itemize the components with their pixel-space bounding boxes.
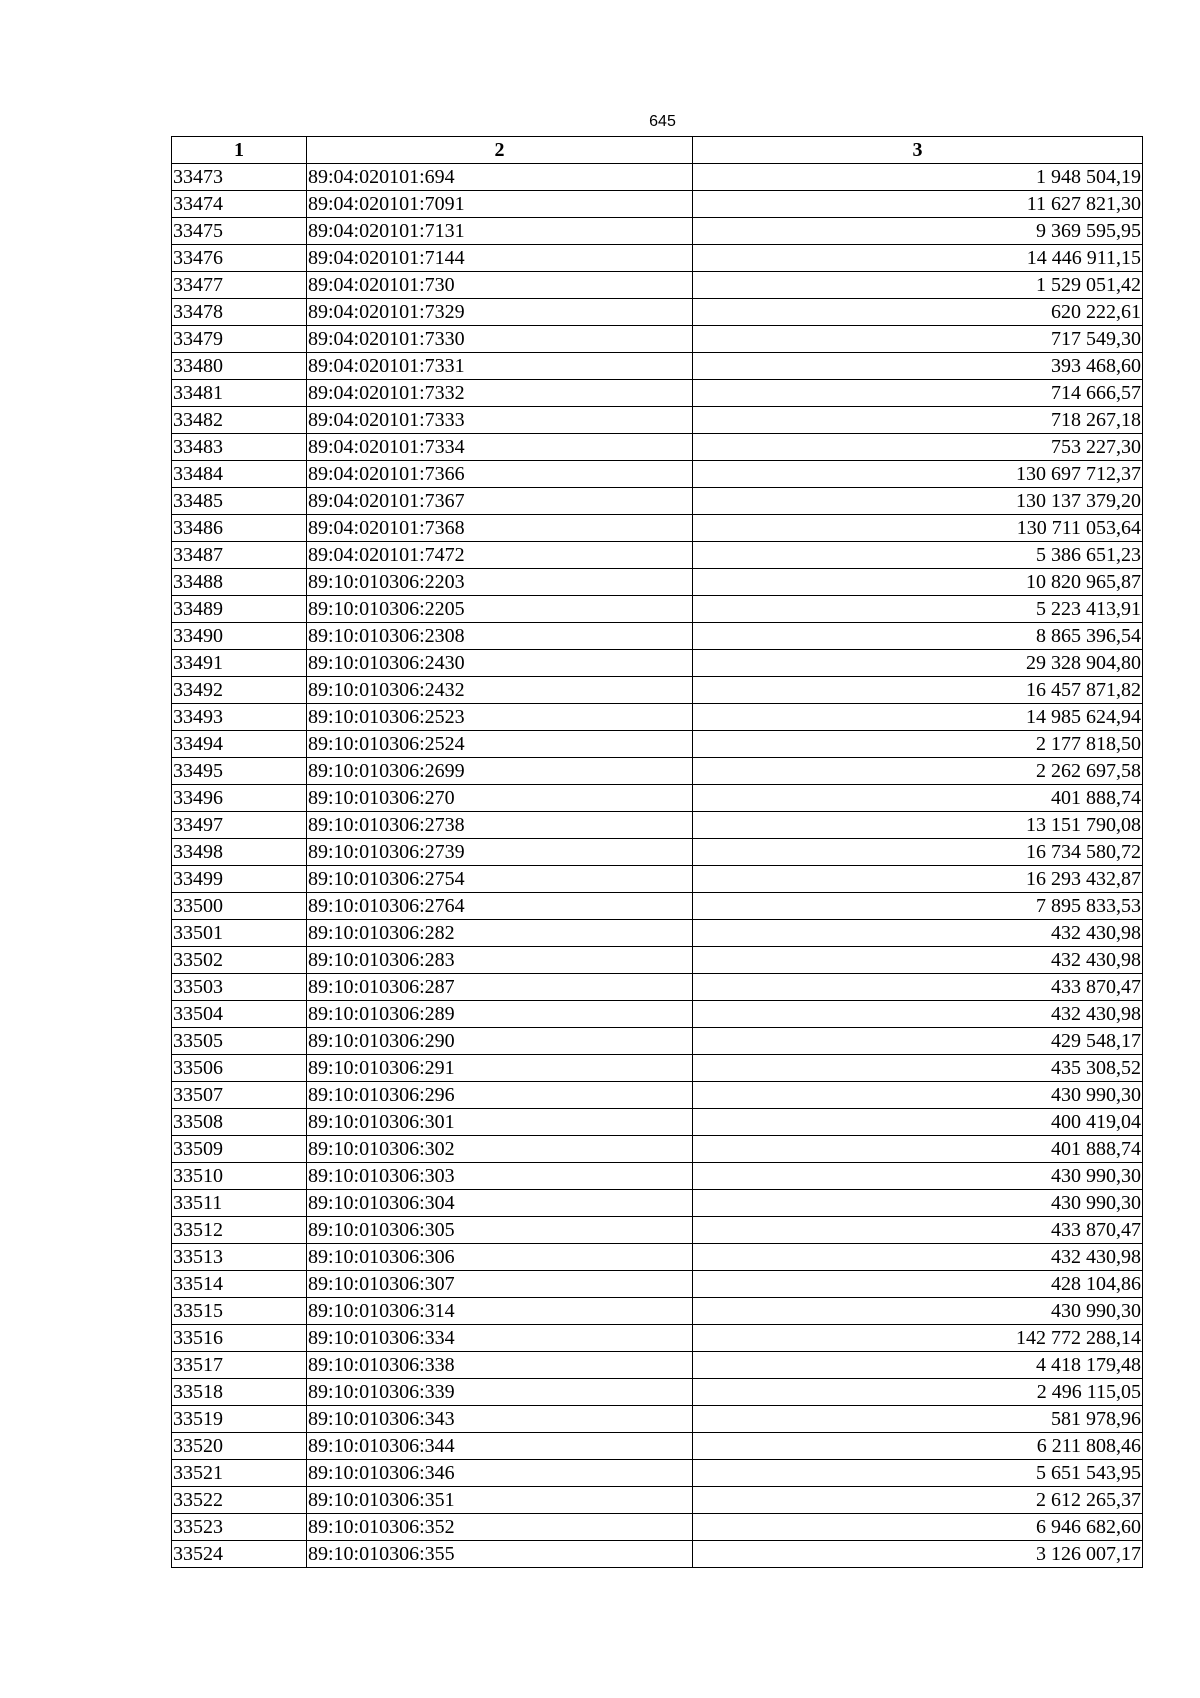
cadastral-number-cell: 89:10:010306:314	[307, 1298, 693, 1325]
row-number-cell: 33511	[172, 1190, 307, 1217]
header-cell-2: 2	[307, 137, 693, 164]
value-cell: 7 895 833,53	[693, 893, 1143, 920]
value-cell: 432 430,98	[693, 920, 1143, 947]
cadastral-number-cell: 89:04:020101:7330	[307, 326, 693, 353]
value-cell: 16 734 580,72	[693, 839, 1143, 866]
table-row	[172, 407, 1143, 434]
table-row	[172, 1055, 1143, 1082]
table-row	[172, 380, 1143, 407]
value-cell: 2 262 697,58	[693, 758, 1143, 785]
cadastral-number-cell: 89:10:010306:282	[307, 920, 693, 947]
row-number-cell: 33482	[172, 407, 307, 434]
value-cell: 4 418 179,48	[693, 1352, 1143, 1379]
row-number-cell: 33476	[172, 245, 307, 272]
value-cell: 433 870,47	[693, 1217, 1143, 1244]
cadastral-number-cell: 89:04:020101:7333	[307, 407, 693, 434]
cadastral-number-cell: 89:10:010306:2432	[307, 677, 693, 704]
table-row	[172, 1487, 1143, 1514]
cadastral-number-cell: 89:10:010306:305	[307, 1217, 693, 1244]
cadastral-number-cell: 89:10:010306:2739	[307, 839, 693, 866]
value-cell: 430 990,30	[693, 1298, 1143, 1325]
table-row	[172, 1271, 1143, 1298]
table-row	[172, 650, 1143, 677]
row-number-cell: 33509	[172, 1136, 307, 1163]
page-number: 645	[649, 113, 676, 130]
table-row	[172, 677, 1143, 704]
row-number-cell: 33488	[172, 569, 307, 596]
cadastral-number-cell: 89:10:010306:2523	[307, 704, 693, 731]
value-cell: 432 430,98	[693, 1244, 1143, 1271]
cadastral-number-cell: 89:10:010306:338	[307, 1352, 693, 1379]
table-row	[172, 569, 1143, 596]
value-cell: 435 308,52	[693, 1055, 1143, 1082]
value-cell: 11 627 821,30	[693, 191, 1143, 218]
row-number-cell: 33523	[172, 1514, 307, 1541]
header-cell-1: 1	[172, 137, 307, 164]
value-cell: 714 666,57	[693, 380, 1143, 407]
value-cell: 430 990,30	[693, 1190, 1143, 1217]
row-number-cell: 33500	[172, 893, 307, 920]
value-cell: 432 430,98	[693, 1001, 1143, 1028]
cadastral-number-cell: 89:10:010306:307	[307, 1271, 693, 1298]
value-cell: 130 697 712,37	[693, 461, 1143, 488]
row-number-cell: 33505	[172, 1028, 307, 1055]
value-cell: 3 126 007,17	[693, 1541, 1143, 1568]
table-row	[172, 1460, 1143, 1487]
table-row	[172, 542, 1143, 569]
row-number-cell: 33497	[172, 812, 307, 839]
cadastral-number-cell: 89:10:010306:351	[307, 1487, 693, 1514]
table-row	[172, 785, 1143, 812]
row-number-cell: 33492	[172, 677, 307, 704]
value-cell: 16 293 432,87	[693, 866, 1143, 893]
table-row	[172, 1352, 1143, 1379]
value-cell: 753 227,30	[693, 434, 1143, 461]
row-number-cell: 33486	[172, 515, 307, 542]
row-number-cell: 33474	[172, 191, 307, 218]
table-row	[172, 623, 1143, 650]
value-cell: 13 151 790,08	[693, 812, 1143, 839]
table-row	[172, 1406, 1143, 1433]
registry-table	[171, 136, 1143, 1568]
value-cell: 429 548,17	[693, 1028, 1143, 1055]
cadastral-number-cell: 89:10:010306:291	[307, 1055, 693, 1082]
row-number-cell: 33514	[172, 1271, 307, 1298]
row-number-cell: 33478	[172, 299, 307, 326]
cadastral-number-cell: 89:10:010306:289	[307, 1001, 693, 1028]
row-number-cell: 33510	[172, 1163, 307, 1190]
cadastral-number-cell: 89:10:010306:2754	[307, 866, 693, 893]
table-row	[172, 920, 1143, 947]
row-number-cell: 33507	[172, 1082, 307, 1109]
table-row	[172, 893, 1143, 920]
row-number-cell: 33512	[172, 1217, 307, 1244]
cadastral-number-cell: 89:10:010306:2764	[307, 893, 693, 920]
row-number-cell: 33480	[172, 353, 307, 380]
cadastral-number-cell: 89:04:020101:7331	[307, 353, 693, 380]
table-row	[172, 434, 1143, 461]
cadastral-number-cell: 89:10:010306:343	[307, 1406, 693, 1433]
table-row	[172, 839, 1143, 866]
cadastral-number-cell: 89:04:020101:7144	[307, 245, 693, 272]
value-cell: 8 865 396,54	[693, 623, 1143, 650]
row-number-cell: 33504	[172, 1001, 307, 1028]
table-row	[172, 704, 1143, 731]
row-number-cell: 33516	[172, 1325, 307, 1352]
row-number-cell: 33494	[172, 731, 307, 758]
cadastral-number-cell: 89:10:010306:304	[307, 1190, 693, 1217]
cadastral-number-cell: 89:10:010306:2203	[307, 569, 693, 596]
row-number-cell: 33521	[172, 1460, 307, 1487]
row-number-cell: 33517	[172, 1352, 307, 1379]
row-number-cell: 33477	[172, 272, 307, 299]
cadastral-number-cell: 89:10:010306:334	[307, 1325, 693, 1352]
row-number-cell: 33479	[172, 326, 307, 353]
value-cell: 430 990,30	[693, 1163, 1143, 1190]
table-body	[172, 164, 1143, 1568]
row-number-cell: 33524	[172, 1541, 307, 1568]
cadastral-number-cell: 89:10:010306:287	[307, 974, 693, 1001]
table-row	[172, 1136, 1143, 1163]
value-cell: 432 430,98	[693, 947, 1143, 974]
row-number-cell: 33498	[172, 839, 307, 866]
cadastral-number-cell: 89:10:010306:2205	[307, 596, 693, 623]
value-cell: 16 457 871,82	[693, 677, 1143, 704]
table-row	[172, 191, 1143, 218]
row-number-cell: 33499	[172, 866, 307, 893]
cadastral-number-cell: 89:04:020101:7368	[307, 515, 693, 542]
value-cell: 130 711 053,64	[693, 515, 1143, 542]
value-cell: 29 328 904,80	[693, 650, 1143, 677]
row-number-cell: 33513	[172, 1244, 307, 1271]
cadastral-number-cell: 89:10:010306:290	[307, 1028, 693, 1055]
value-cell: 14 985 624,94	[693, 704, 1143, 731]
value-cell: 401 888,74	[693, 1136, 1143, 1163]
row-number-cell: 33519	[172, 1406, 307, 1433]
table-row	[172, 1514, 1143, 1541]
table-row	[172, 1217, 1143, 1244]
cadastral-number-cell: 89:10:010306:2738	[307, 812, 693, 839]
table-row	[172, 353, 1143, 380]
cadastral-number-cell: 89:10:010306:296	[307, 1082, 693, 1109]
row-number-cell: 33501	[172, 920, 307, 947]
row-number-cell: 33515	[172, 1298, 307, 1325]
cadastral-number-cell: 89:10:010306:306	[307, 1244, 693, 1271]
value-cell: 10 820 965,87	[693, 569, 1143, 596]
value-cell: 1 948 504,19	[693, 164, 1143, 191]
row-number-cell: 33503	[172, 974, 307, 1001]
row-number-cell: 33522	[172, 1487, 307, 1514]
table-row	[172, 1325, 1143, 1352]
cadastral-number-cell: 89:10:010306:344	[307, 1433, 693, 1460]
cadastral-number-cell: 89:10:010306:301	[307, 1109, 693, 1136]
value-cell: 9 369 595,95	[693, 218, 1143, 245]
value-cell: 2 177 818,50	[693, 731, 1143, 758]
value-cell: 393 468,60	[693, 353, 1143, 380]
row-number-cell: 33506	[172, 1055, 307, 1082]
value-cell: 130 137 379,20	[693, 488, 1143, 515]
cadastral-number-cell: 89:04:020101:7091	[307, 191, 693, 218]
row-number-cell: 33481	[172, 380, 307, 407]
row-number-cell: 33495	[172, 758, 307, 785]
table-row	[172, 1028, 1143, 1055]
header-row	[172, 137, 1143, 164]
table-row	[172, 974, 1143, 1001]
value-cell: 718 267,18	[693, 407, 1143, 434]
cadastral-number-cell: 89:04:020101:7131	[307, 218, 693, 245]
table-row	[172, 731, 1143, 758]
table-row	[172, 1001, 1143, 1028]
cadastral-number-cell: 89:10:010306:283	[307, 947, 693, 974]
cadastral-number-cell: 89:10:010306:2524	[307, 731, 693, 758]
cadastral-number-cell: 89:10:010306:303	[307, 1163, 693, 1190]
cadastral-number-cell: 89:04:020101:7472	[307, 542, 693, 569]
table-row	[172, 272, 1143, 299]
cadastral-number-cell: 89:10:010306:2308	[307, 623, 693, 650]
cadastral-number-cell: 89:04:020101:730	[307, 272, 693, 299]
value-cell: 14 446 911,15	[693, 245, 1143, 272]
table-row	[172, 1379, 1143, 1406]
table-row	[172, 1541, 1143, 1568]
table-row	[172, 947, 1143, 974]
table-row	[172, 488, 1143, 515]
table-row	[172, 1109, 1143, 1136]
row-number-cell: 33520	[172, 1433, 307, 1460]
row-number-cell: 33490	[172, 623, 307, 650]
cadastral-number-cell: 89:10:010306:2430	[307, 650, 693, 677]
row-number-cell: 33487	[172, 542, 307, 569]
row-number-cell: 33493	[172, 704, 307, 731]
row-number-cell: 33489	[172, 596, 307, 623]
table-row	[172, 596, 1143, 623]
value-cell: 6 946 682,60	[693, 1514, 1143, 1541]
cadastral-number-cell: 89:04:020101:694	[307, 164, 693, 191]
table-row	[172, 866, 1143, 893]
row-number-cell: 33491	[172, 650, 307, 677]
table-row	[172, 1163, 1143, 1190]
row-number-cell: 33508	[172, 1109, 307, 1136]
table-row	[172, 461, 1143, 488]
row-number-cell: 33483	[172, 434, 307, 461]
table-row	[172, 326, 1143, 353]
row-number-cell: 33496	[172, 785, 307, 812]
row-number-cell: 33475	[172, 218, 307, 245]
cadastral-number-cell: 89:10:010306:2699	[307, 758, 693, 785]
table-row	[172, 1433, 1143, 1460]
value-cell: 581 978,96	[693, 1406, 1143, 1433]
value-cell: 2 612 265,37	[693, 1487, 1143, 1514]
value-cell: 6 211 808,46	[693, 1433, 1143, 1460]
table-row	[172, 164, 1143, 191]
value-cell: 433 870,47	[693, 974, 1143, 1001]
cadastral-number-cell: 89:10:010306:339	[307, 1379, 693, 1406]
cadastral-number-cell: 89:10:010306:346	[307, 1460, 693, 1487]
value-cell: 717 549,30	[693, 326, 1143, 353]
table-row	[172, 299, 1143, 326]
table-row	[172, 1190, 1143, 1217]
table-row	[172, 245, 1143, 272]
row-number-cell: 33485	[172, 488, 307, 515]
value-cell: 401 888,74	[693, 785, 1143, 812]
value-cell: 400 419,04	[693, 1109, 1143, 1136]
cadastral-number-cell: 89:04:020101:7329	[307, 299, 693, 326]
cadastral-number-cell: 89:04:020101:7334	[307, 434, 693, 461]
row-number-cell: 33473	[172, 164, 307, 191]
cadastral-number-cell: 89:10:010306:270	[307, 785, 693, 812]
value-cell: 5 223 413,91	[693, 596, 1143, 623]
table-row	[172, 758, 1143, 785]
table-row	[172, 1082, 1143, 1109]
cadastral-number-cell: 89:04:020101:7367	[307, 488, 693, 515]
value-cell: 620 222,61	[693, 299, 1143, 326]
row-number-cell: 33518	[172, 1379, 307, 1406]
cadastral-number-cell: 89:10:010306:302	[307, 1136, 693, 1163]
cadastral-number-cell: 89:04:020101:7366	[307, 461, 693, 488]
table-row	[172, 218, 1143, 245]
value-cell: 428 104,86	[693, 1271, 1143, 1298]
header-cell-3: 3	[693, 137, 1143, 164]
table-row	[172, 1298, 1143, 1325]
value-cell: 2 496 115,05	[693, 1379, 1143, 1406]
value-cell: 5 386 651,23	[693, 542, 1143, 569]
value-cell: 142 772 288,14	[693, 1325, 1143, 1352]
cadastral-number-cell: 89:04:020101:7332	[307, 380, 693, 407]
table-header	[172, 137, 1143, 164]
value-cell: 1 529 051,42	[693, 272, 1143, 299]
cadastral-number-cell: 89:10:010306:352	[307, 1514, 693, 1541]
cadastral-number-cell: 89:10:010306:355	[307, 1541, 693, 1568]
value-cell: 5 651 543,95	[693, 1460, 1143, 1487]
table-row	[172, 515, 1143, 542]
row-number-cell: 33502	[172, 947, 307, 974]
row-number-cell: 33484	[172, 461, 307, 488]
value-cell: 430 990,30	[693, 1082, 1143, 1109]
table-row	[172, 1244, 1143, 1271]
table-row	[172, 812, 1143, 839]
